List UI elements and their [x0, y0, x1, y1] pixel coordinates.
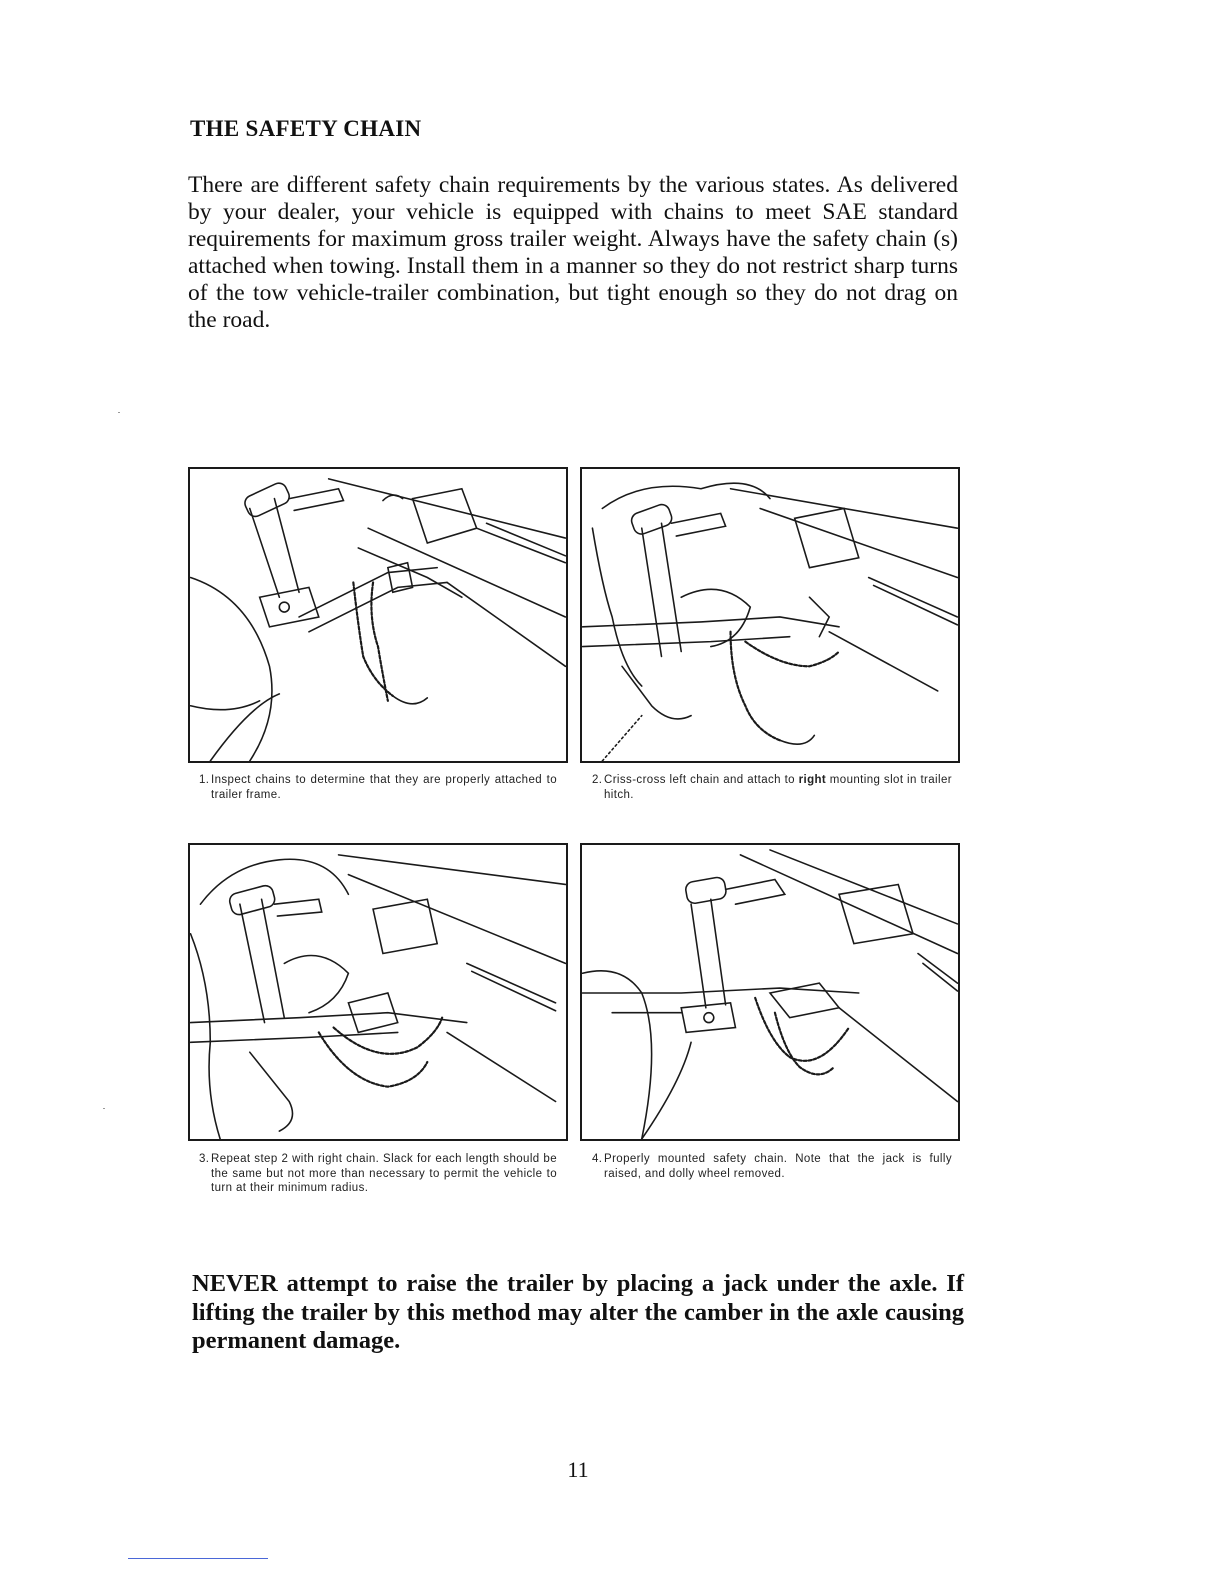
figure-1-caption-text: Inspect chains to determine that they are properly attached to trailer frame.: [211, 774, 557, 801]
scan-speck: [118, 412, 120, 413]
figure-3-illustration: [188, 843, 568, 1141]
figure-2-number: 2.: [592, 774, 603, 786]
figure-4-number: 4.: [592, 1153, 603, 1165]
section-heading: THE SAFETY CHAIN: [190, 116, 422, 141]
figure-1-number: 1.: [199, 774, 210, 786]
page-number: 11: [567, 1457, 589, 1482]
footer-rule: [128, 1558, 268, 1559]
figure-1-caption: [199, 773, 557, 802]
intro-paragraph: There are different safety chain requirements by the various states. As delivered by your dealer, your vehicle is equipped with chains to meet SAE standard requirements for maximum gross trailer weight. Always have the safety chain (s) attached when towing. Install them in a manner so they do not restrict sharp turns of the tow vehicle-trailer combination, but tight enough so they do not drag on the road.: [188, 172, 958, 333]
figure-4-caption-text: Properly mounted safety chain. Note that the jack is fully raised, and dolly wheel removed.: [604, 1153, 952, 1180]
warning-paragraph: NEVER attempt to raise the trailer by placing a jack under the axle. If lifting the trailer by this method may alter the camber in the axle causing permanent damage.: [192, 1270, 964, 1354]
figure-4-illustration: [580, 843, 960, 1141]
figure-2-caption-part2: mounting slot in trailer hitch.: [604, 774, 952, 801]
figure-3-caption-text: Repeat step 2 with right chain. Slack for each length should be the same but not more than necessary to permit the vehicle to turn at their minimum radius.: [211, 1153, 557, 1194]
figure-3-number: 3.: [199, 1153, 210, 1165]
figure-2-illustration: [580, 467, 960, 763]
scan-speck: [103, 1108, 105, 1109]
figure-2-caption-text: [604, 773, 952, 802]
figure-1-illustration: [188, 467, 568, 763]
figure-4-caption: [592, 1152, 952, 1181]
figure-3-caption: [199, 1152, 557, 1196]
figure-2-caption-bold: right: [798, 774, 827, 786]
figure-2-caption-part1: Criss-cross left chain and attach to: [604, 774, 799, 786]
figure-2-caption: [592, 773, 952, 802]
